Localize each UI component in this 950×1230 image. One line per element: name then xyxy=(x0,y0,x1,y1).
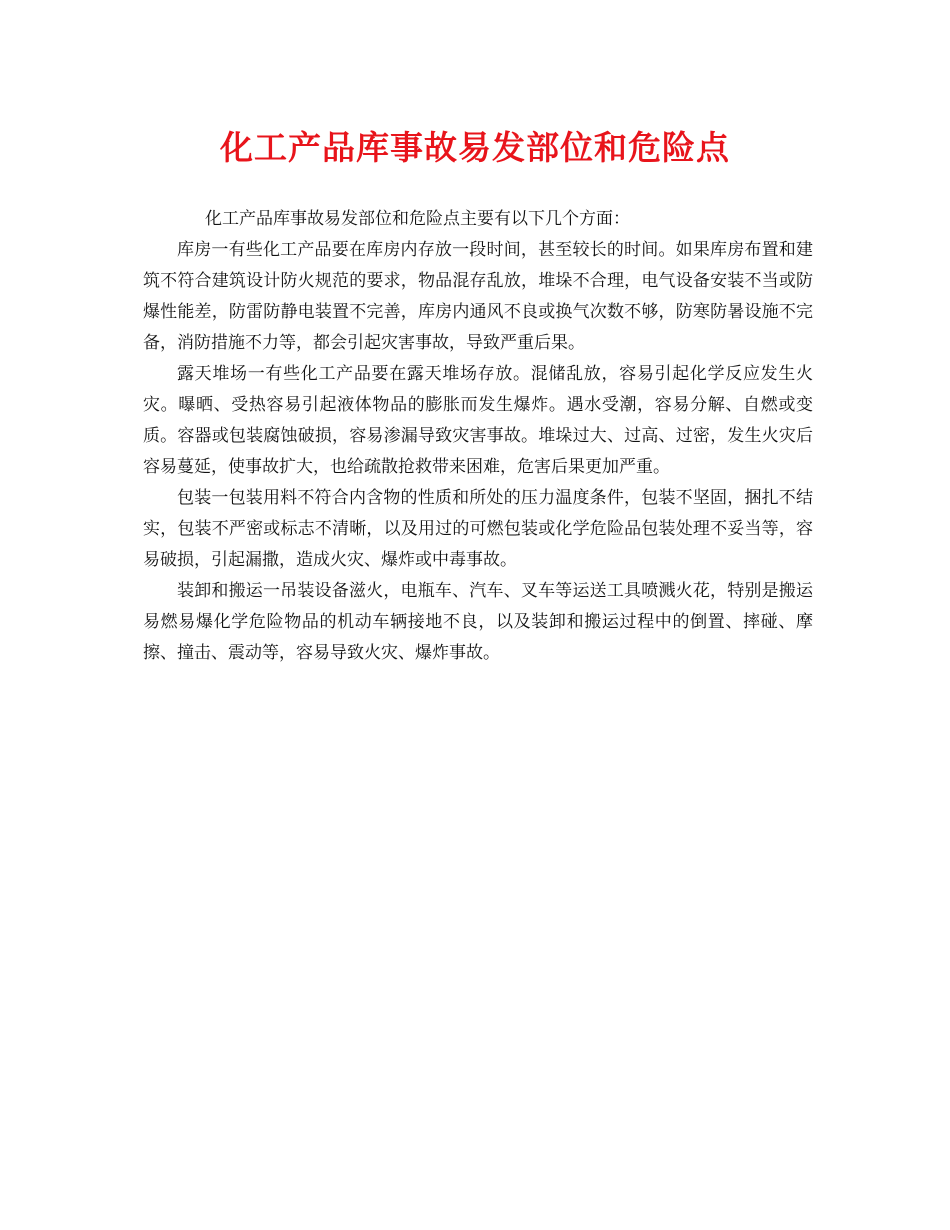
paragraph-warehouse: 库房一有些化工产品要在库房内存放一段时间，甚至较长的时间。如果库房布置和建筑不符合建筑设计防火规范的要求，物品混存乱放，堆垛不合理，电气设备安装不当或防爆性能差，防雷防静电装置不完善，库房内通风不良或换气次数不够，防寒防暑设施不完备，消防措施不力等，都会引起灾害事故，导致严重后果。 xyxy=(143,240,813,353)
document-title: 化工产品库事故易发部位和危险点 xyxy=(220,128,730,167)
paragraph-packaging: 包装一包装用料不符合内含物的性质和所处的压力温度条件，包装不坚固，捆扎不结实，包装不严密或标志不清晰，以及用过的可燃包装或化学危险品包装处理不妥当等，容易破损，引起漏撒，造成火灾、爆炸或中毒事故。 xyxy=(143,488,813,570)
intro-paragraph: 化工产品库事故易发部位和危险点主要有以下几个方面： xyxy=(205,209,630,229)
paragraph-loading-transport: 装卸和搬运一吊装设备滋火，电瓶车、汽车、叉车等运送工具喷溅火花，特别是搬运易燃易爆化学危险物品的机动车辆接地不良，以及装卸和搬运过程中的倒置、摔碰、摩擦、撞击、震动等，容易导致火灾、爆炸事故。 xyxy=(143,581,813,663)
paragraph-open-yard: 露天堆场一有些化工产品要在露天堆场存放。混储乱放，容易引起化学反应发生火灾。曝晒、受热容易引起液体物品的膨胀而发生爆炸。遇水受潮，容易分解、自燃或变质。容器或包装腐蚀破损，容易渗漏导致灾害事故。堆垛过大、过高、过密，发生火灾后容易蔓延，使事故扩大，也给疏散抢救带来困难，危害后果更加严重。 xyxy=(143,364,813,477)
document-body xyxy=(143,204,813,669)
